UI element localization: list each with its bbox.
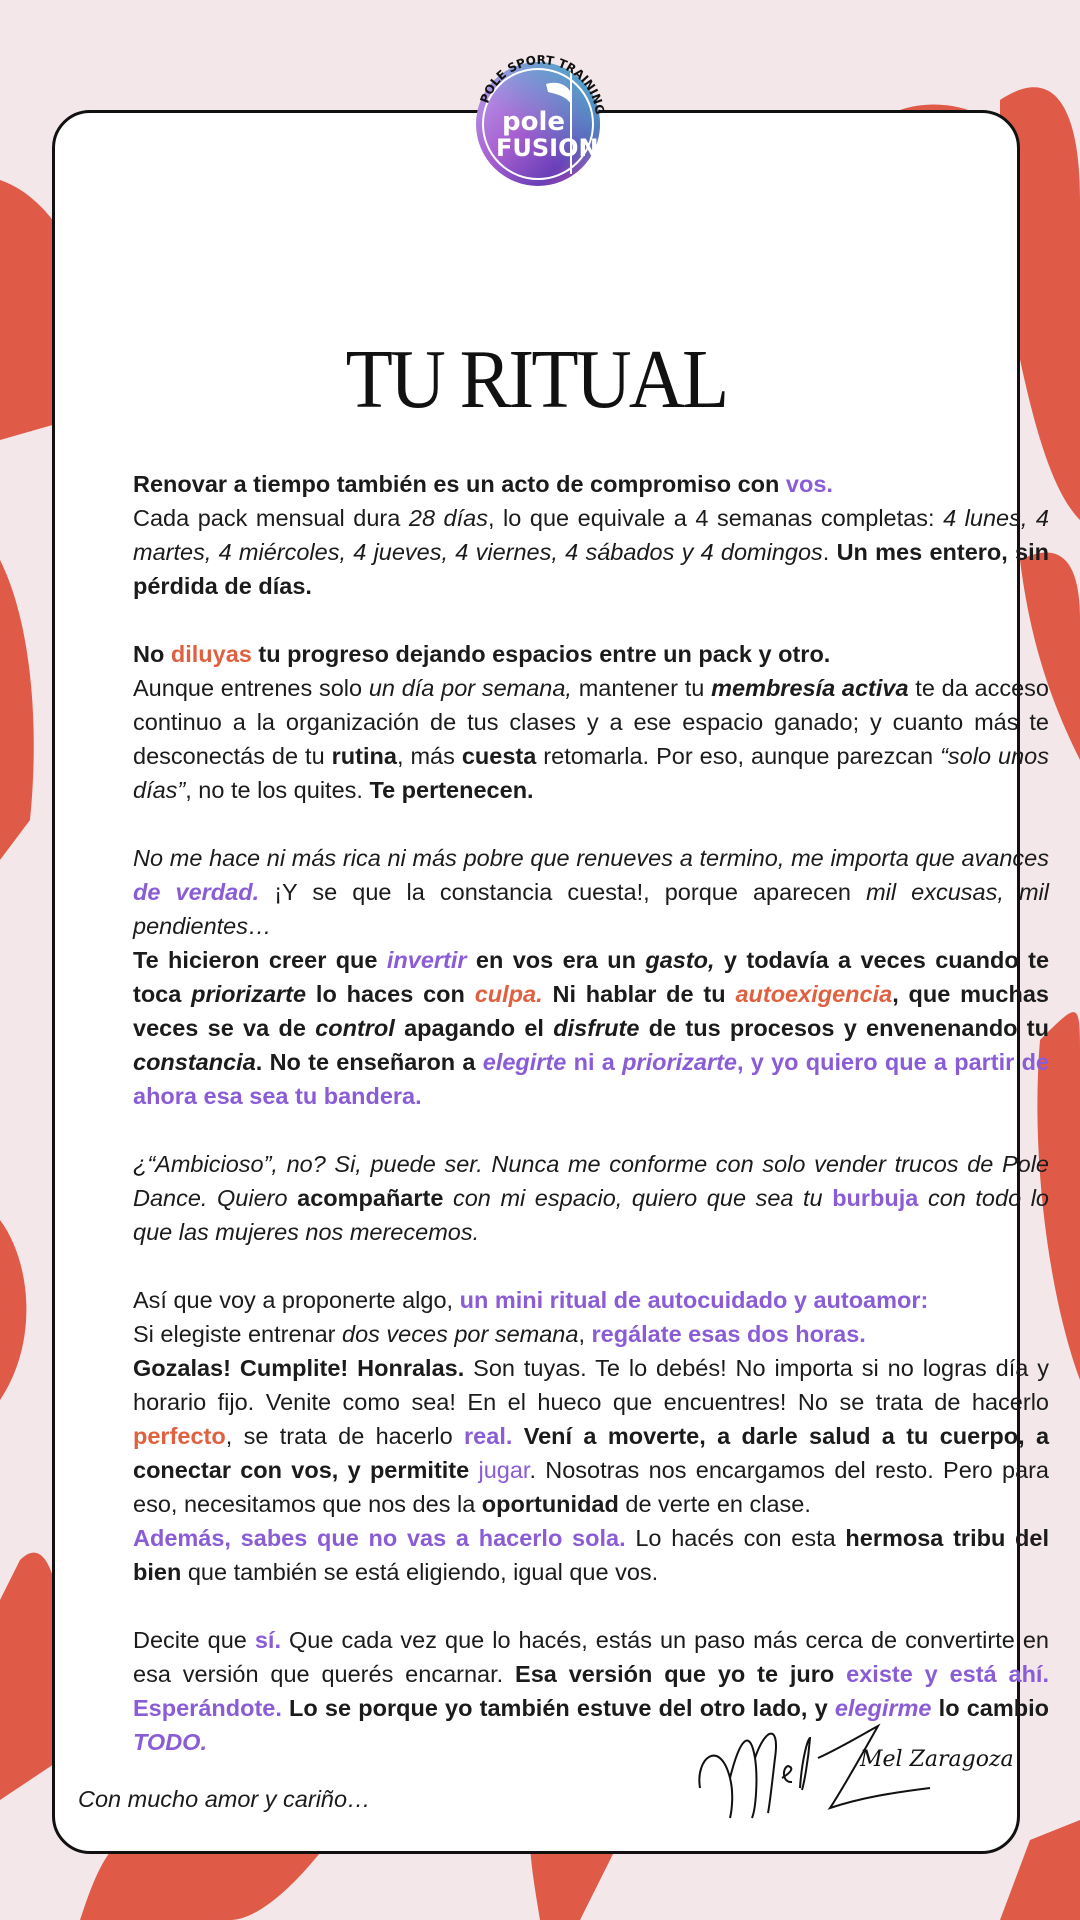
text-run: , y yo quiero que a partir de ahora esa sea tu bandera. — [133, 1049, 1049, 1109]
text-run: 4 lunes, 4 martes, 4 miércoles, 4 jueves, 4 viernes, 4 sábados y 4 domingos — [133, 505, 1050, 565]
text-run: priorizarte — [191, 981, 307, 1007]
text-run: Decite que — [133, 1627, 255, 1653]
text-run: con todo lo que las mujeres nos merecemos. — [133, 1185, 1049, 1245]
text-run — [512, 1423, 523, 1449]
text-run: . No te enseñaron a — [255, 1049, 483, 1075]
text-run: lo cambio — [931, 1695, 1049, 1721]
letter-card — [52, 110, 1050, 1854]
text-run: Así que voy a proponerte algo, — [133, 1287, 460, 1313]
text-run: te da acceso continuo a la organización de tus clases y a ese espacio ganado; y cuanto más te desconectás de tu — [133, 675, 1049, 769]
text-run: de verte en clase. — [618, 1491, 811, 1517]
pole-fusion-logo — [466, 44, 616, 194]
letter-body — [133, 467, 1049, 1759]
text-run: disfrute — [553, 1015, 640, 1041]
paragraph-ritual — [133, 1283, 1049, 1589]
blob-shape — [0, 560, 34, 860]
text-run: “solo unos días” — [133, 743, 1049, 803]
text-run: culpa. — [474, 981, 543, 1007]
text-run: priorizarte — [622, 1049, 737, 1075]
text-run: Te hicieron creer que — [133, 947, 387, 973]
logo-line2: FUSION — [496, 134, 599, 162]
signature-image — [690, 1718, 1014, 1828]
text-run: No — [133, 641, 171, 667]
text-run: No me hace ni más rica ni más pobre que renueves a termino, me importa que avances — [133, 845, 1049, 871]
text-run: Aunque entrenes solo — [133, 675, 369, 701]
text-run: de tus procesos y envenenando tu — [639, 1015, 1049, 1041]
text-run: elegirte — [482, 1049, 567, 1075]
text-run: mantener tu — [571, 675, 712, 701]
text-run: en vos era un — [466, 947, 646, 973]
text-run: autoexigencia — [735, 981, 893, 1007]
blob-shape — [0, 1220, 26, 1400]
text-run: rutina — [331, 743, 397, 769]
text-run: real. — [464, 1423, 513, 1449]
text-run: membresía activa — [711, 675, 909, 701]
text-run: dos veces por semana — [342, 1321, 579, 1347]
text-run: y todavía a veces cuando te toca — [133, 947, 1050, 1007]
text-run: , no te los quites. — [185, 777, 370, 803]
text-run: perfecto — [133, 1423, 226, 1449]
text-run: , se trata de hacerlo — [225, 1423, 465, 1449]
text-run: control — [315, 1015, 395, 1041]
text-run: Lo se porque yo también estuve del otro lado, y — [281, 1695, 835, 1721]
text-run: elegirme — [834, 1695, 932, 1721]
text-run: Cada pack mensual dura — [133, 505, 409, 531]
text-run: sí. — [254, 1627, 281, 1653]
text-run: , — [578, 1321, 592, 1347]
text-run: acompañarte — [297, 1185, 444, 1211]
signature-text: Mel Zaragoza — [860, 1747, 1014, 1772]
text-run: hermosa tribu del bien — [133, 1525, 1049, 1585]
paragraph-renewal — [133, 467, 1049, 603]
text-run: mil excusas, mil pendientes… — [133, 879, 1050, 939]
text-run: Si elegiste entrenar — [133, 1321, 343, 1347]
text-run: oportunidad — [481, 1491, 619, 1517]
text-run: constancia — [133, 1049, 256, 1075]
text-run: Lo hacés con esta — [625, 1525, 846, 1551]
text-run: Te pertenecen. — [369, 777, 534, 803]
text-run: Gozalas! Cumplite! Honralas. — [133, 1355, 465, 1381]
text-run: existe y está ahí. Esperándote. — [133, 1661, 1049, 1721]
text-run: , que muchas veces se va de — [133, 981, 1049, 1041]
text-run: de verdad. — [133, 879, 260, 905]
text-run: . — [822, 539, 837, 565]
logo-line1: pole — [502, 107, 566, 137]
text-run: ni a — [566, 1049, 623, 1075]
text-run: regálate esas dos horas. — [591, 1321, 866, 1347]
text-run: burbuja — [832, 1185, 919, 1211]
text-run: , lo que equivale a 4 semanas completas: — [487, 505, 944, 531]
text-run: ¿“Ambicioso”, no? Si, puede ser. Nunca me conforme con solo vender trucos de Pole Dance. Quiero — [133, 1151, 1049, 1211]
text-run: invertir — [386, 947, 467, 973]
text-run: vos. — [785, 471, 833, 497]
paragraph-progress — [133, 637, 1049, 807]
text-run: apagando el — [394, 1015, 554, 1041]
text-run: Vení a moverte, a darle salud a tu cuerpo, a conectar con vos, y permitite — [133, 1423, 1050, 1483]
paragraph-ambition — [133, 1147, 1049, 1249]
text-run: Ni hablar de tu — [542, 981, 736, 1007]
text-run: Esa versión que yo te juro — [515, 1661, 847, 1687]
text-run: retomarla. Por eso, aunque parezcan — [536, 743, 941, 769]
text-run: lo haces con — [306, 981, 475, 1007]
text-run: jugar — [478, 1457, 530, 1483]
text-run: tu progreso dejando espacios entre un pack y otro. — [251, 641, 831, 667]
page-title: TU RITUAL — [345, 333, 727, 426]
text-run: que también se está eligiendo, igual que vos. — [181, 1559, 659, 1585]
logo-arc-text: POLE SPORT TRAINING — [477, 52, 607, 116]
text-run: ¡Y se que la constancia cuesta!, porque aparecen — [259, 879, 867, 905]
text-run: con mi espacio, quiero que sea tu — [443, 1185, 833, 1211]
text-run: , más — [396, 743, 462, 769]
text-run: Renovar a tiempo también es un acto de compromiso con — [133, 471, 786, 497]
closing-line: Con mucho amor y cariño… — [78, 1786, 371, 1812]
text-run: TODO. — [133, 1729, 207, 1755]
text-run: cuesta — [461, 743, 537, 769]
text-run: gasto, — [645, 947, 715, 973]
text-run: 28 días — [408, 505, 488, 531]
text-run: Que cada vez que lo hacés, estás un paso más cerca de convertirte en esa versión que querés encarnar. — [133, 1627, 1049, 1687]
text-run: un mini ritual de autocuidado y autoamor: — [459, 1287, 929, 1313]
text-run: Un mes entero, sin pérdida de días. — [133, 539, 1049, 599]
paragraph-priority — [133, 943, 1049, 1113]
text-run: Son tuyas. Te lo debés! No importa si no logras día y horario fijo. Venite como sea! En el hueco que encuentres! No se trata de hacerlo — [133, 1355, 1050, 1415]
text-run: Además, sabes que no vas a hacerlo sola. — [133, 1525, 626, 1551]
paragraph-constancy — [133, 841, 1049, 943]
text-run: diluyas — [170, 641, 252, 667]
text-run: un día por semana, — [368, 675, 572, 701]
text-run: . Nosotras nos encargamos del resto. Pero para eso, necesitamos que nos des la — [133, 1457, 1049, 1517]
